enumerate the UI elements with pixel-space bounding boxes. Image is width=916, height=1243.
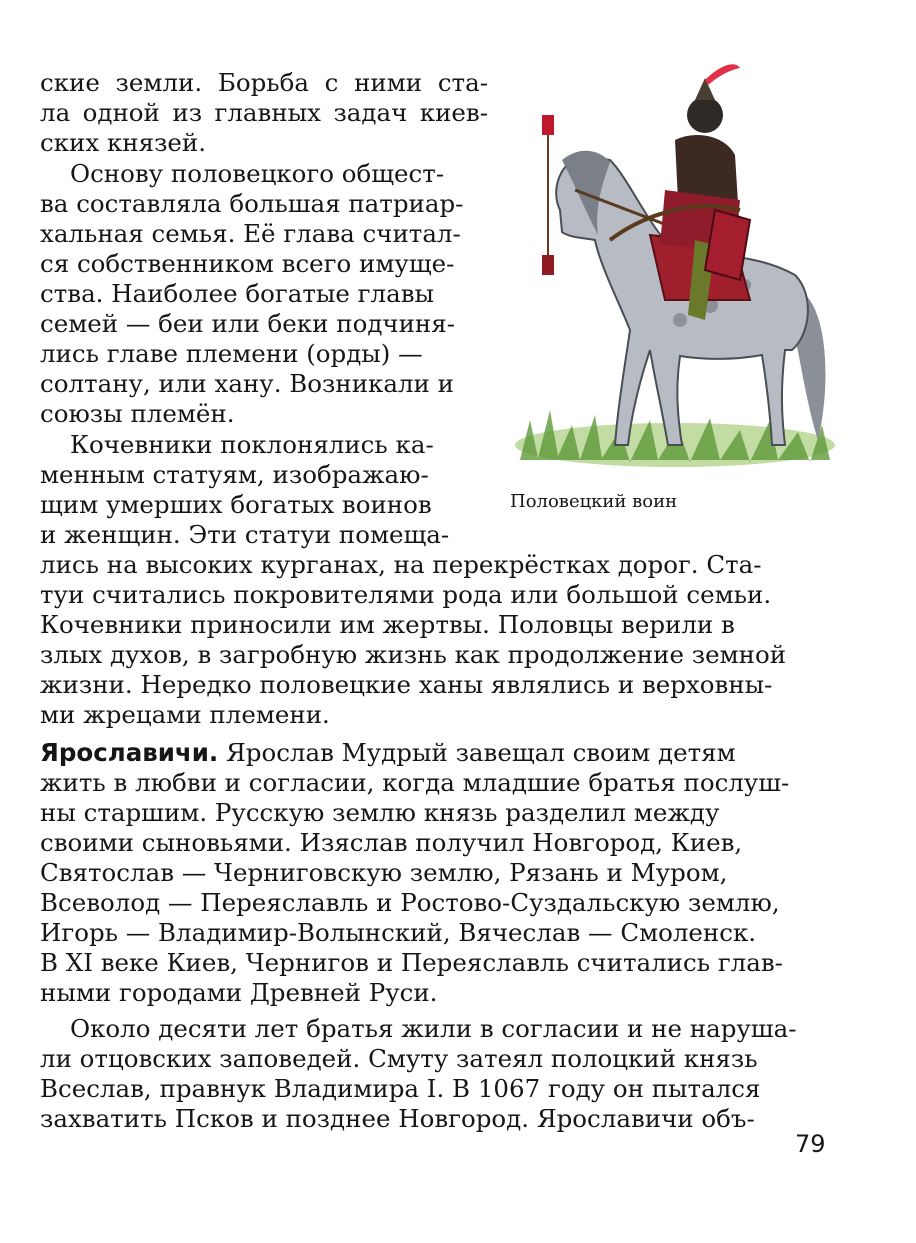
text-line: жить в любви и согласии, когда младшие братья послуш-	[40, 768, 790, 797]
text-line: злых духов, в загробную жизнь как продолжение земной	[40, 640, 787, 669]
text-line: ми жрецами племени.	[40, 700, 330, 729]
text-line: семей — беи или беки подчиня-	[40, 309, 455, 338]
text-line: Кочевники приносили им жертвы. Половцы верили в	[40, 610, 735, 639]
text-line: В XI веке Киев, Чернигов и Переяславль считались глав-	[40, 948, 783, 977]
text-line: и женщин. Эти статуи помеща-	[40, 520, 450, 549]
text-line: ся собственником всего имуще-	[40, 249, 455, 278]
text-line: Святослав — Черниговскую землю, Рязань и Муром,	[40, 858, 728, 887]
text-line	[40, 738, 736, 768]
text-line: Игорь — Владимир-Волынский, Вячеслав — Смоленск.	[40, 918, 757, 947]
text-line: ских князей.	[40, 128, 207, 157]
figure-caption: Половецкий воин	[510, 491, 678, 512]
text-line: менным статуям, изображаю-	[40, 460, 429, 489]
text-line: захватить Псков и позднее Новгород. Ярославичи объ-	[40, 1104, 755, 1133]
text-line: туи считались покровителями рода или большой семьи.	[40, 580, 772, 609]
cuman-warrior-illustration	[500, 60, 840, 480]
text-line: ва составляла большая патриар-	[40, 189, 464, 218]
page-number: 79	[795, 1130, 826, 1158]
text-line: союзы племён.	[40, 399, 235, 428]
tassel-end	[542, 255, 554, 275]
text-line: лись главе племени (орды) —	[40, 339, 423, 368]
text-line: ские земли. Борьба с ними ста-	[40, 68, 488, 97]
text-line: Всеслав, правнук Владимира I. В 1067 году он пытался	[40, 1074, 761, 1103]
text-line: ли отцовских заповедей. Смуту затеял полоцкий князь	[40, 1044, 758, 1073]
text-line: Около десяти лет братья жили в согласии и не наруша-	[70, 1014, 797, 1043]
text-line: ны старшим. Русскую землю князь разделил между	[40, 798, 720, 827]
text-line: щим умерших богатых воинов	[40, 490, 432, 519]
text-line: хальная семья. Её глава считал-	[40, 219, 461, 248]
text-line: жизни. Нередко половецкие ханы являлись и верховны-	[40, 670, 773, 699]
text-line: ла одной из главных задач киев-	[40, 98, 488, 127]
text-run: Ярослав Мудрый завещал своим детям	[218, 738, 736, 767]
text-line: солтану, или хану. Возникали и	[40, 369, 454, 398]
banner-flag	[542, 115, 554, 135]
section-lead-heading: Ярославичи.	[40, 738, 219, 767]
text-line: лись на высоких курганах, на перекрёстках дорог. Ста-	[40, 550, 762, 579]
text-line: ства. Наиболее богатые главы	[40, 279, 434, 308]
text-line: Кочевники поклонялись ка-	[70, 430, 434, 459]
text-line: Основу половецкого общест-	[70, 159, 445, 188]
text-line: ными городами Древней Руси.	[40, 978, 438, 1007]
text-line: Всеволод — Переяславль и Ростово-Суздальскую землю,	[40, 888, 780, 917]
text-line: своими сыновьями. Изяслав получил Новгород, Киев,	[40, 828, 743, 857]
